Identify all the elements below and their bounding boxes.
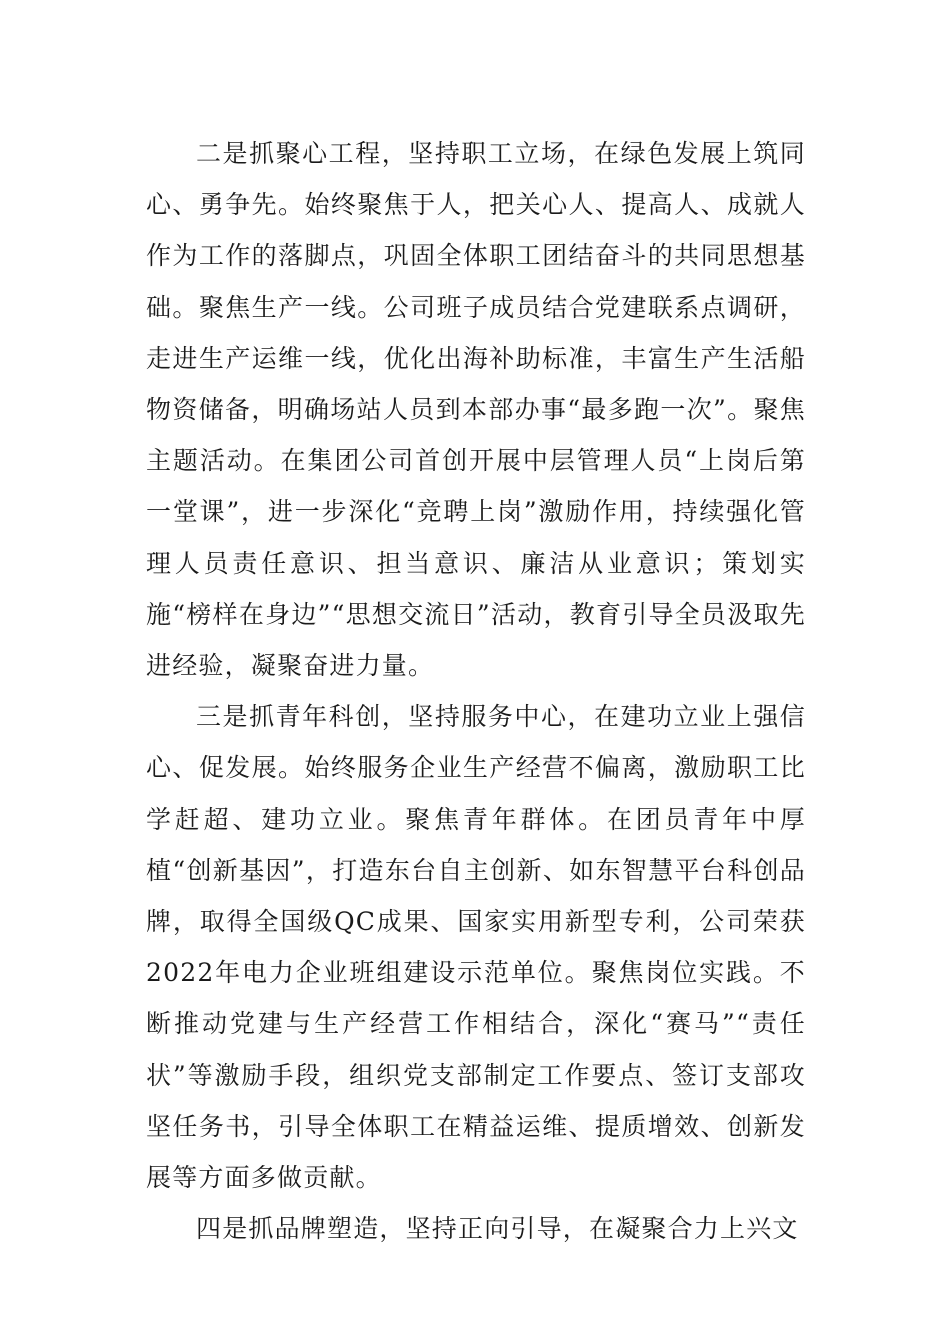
paragraph-2: 二是抓聚心工程，坚持职工立场，在绿色发展上筑同心、勇争先。始终聚焦于人，把关心人、提高人、成就人作为工作的落脚点，巩固全体职工团结奋斗的共同思想基础。聚焦生产一线。公司班子成员结合党建联系点调研，走进生产运维一线，优化出海补助标准，丰富生产生活船物资储备，明确场站人员到本部办事“最多跑一次”。聚焦主题活动。在集团公司首创开展中层管理人员“上岗后第一堂课”，进一步深化“竞聘上岗”激励作用，持续强化管理人员责任意识、担当意识、廉洁从业意识；策划实施“榜样在身边”“思想交流日”活动，教育引导全员汲取先进经验，凝聚奋进力量。 — [146, 139, 806, 681]
paragraph-4: 四是抓品牌塑造，坚持正向引导，在凝聚合力上兴文 — [196, 1214, 799, 1244]
paragraph-3: 三是抓青年科创，坚持服务中心，在建功立业上强信心、促发展。始终服务企业生产经营不偏离，激励职工比学赶超、建功立业。聚焦青年群体。在团员青年中厚植“创新基因”，打造东台自主创新、如东智慧平台科创品牌，取得全国级QC成果、国家实用新型专利，公司荣获2022年电力企业班组建设示范单位。聚焦岗位实践。不断推动党建与生产经营工作相结合，深化“赛马”“责任状”等激励手段，组织党支部制定工作要点、签订支部攻坚任务书，引导全体职工在精益运维、提质增效、创新发展等方面多做贡献。 — [146, 702, 806, 1193]
document-body — [146, 128, 806, 1254]
